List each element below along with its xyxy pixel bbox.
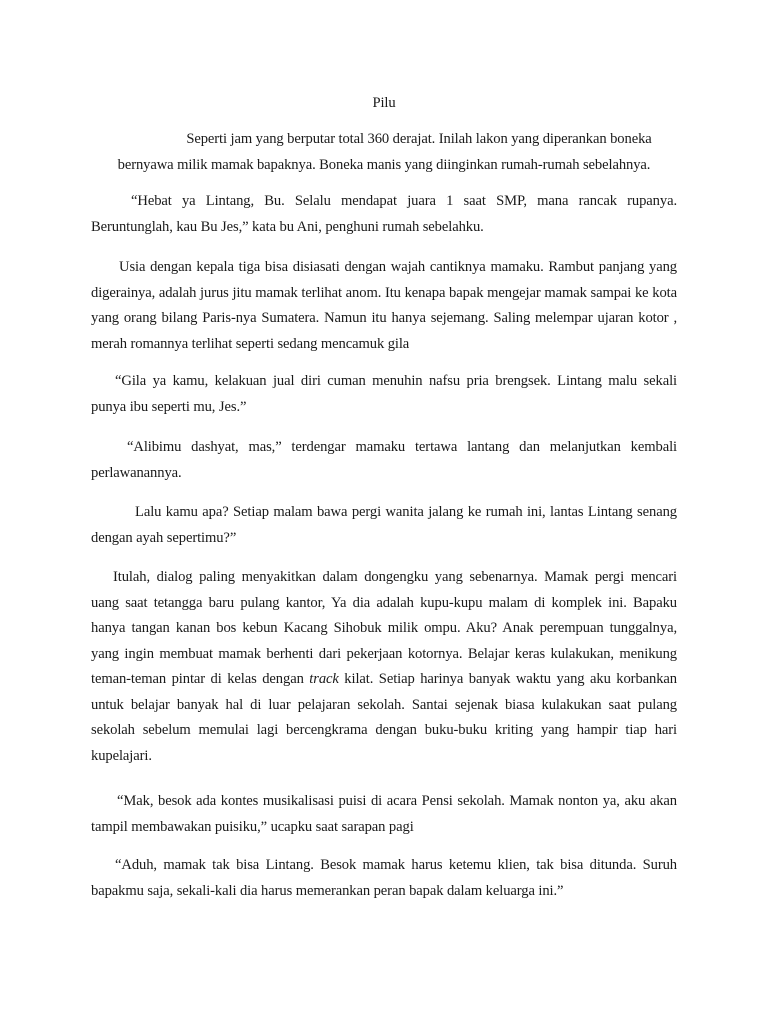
paragraph-1-line-1: Seperti jam yang berputar total 360 derajat. Inilah lakon yang diperankan boneka — [186, 131, 652, 147]
paragraph-8: “Mak, besok ada kontes musikalisasi puisi di acara Pensi sekolah. Mamak nonton ya, aku akan tampil membawakan puisiku,” ucapku saat sarapan pagi — [91, 793, 677, 835]
paragraph-7 — [91, 565, 677, 769]
paragraph-7-text-after: kilat. Setiap harinya banyak waktu yang aku korbankan untuk belajar banyak hal di luar pelajaran sekolah. Santai sejenak biasa kulakukan saat pulang sekolah sebelum memulai lagi bercengkrama dengan buku-buku kriting yang hampir tiap hari kupelajari. — [91, 671, 677, 764]
paragraph-1-line-2: bernyawa milik mamak bapaknya. Boneka manis yang diinginkan rumah-rumah sebelahnya. — [117, 156, 651, 173]
paragraph-6: Lalu kamu apa? Setiap malam bawa pergi wanita jalang ke rumah ini, lantas Lintang senang dengan ayah sepertimu?” — [91, 504, 677, 546]
paragraph-3: Usia dengan kepala tiga bisa disiasati dengan wajah cantiknya mamaku. Rambut panjang yang digerainya, adalah jurus jitu mamak terlihat anom. Itu kenapa bapak mengejar mamak sampai ke kota yang orang bilang Paris-nya Sumatera. Namun itu hanya sejemang. Saling melempar ujaran kotor , merah romannya terlihat seperti sedang mencamuk gila — [91, 259, 677, 352]
paragraph-7-italic-word: track — [309, 671, 339, 687]
paragraph-2: “Hebat ya Lintang, Bu. Selalu mendapat juara 1 saat SMP, mana rancak rupanya. Beruntunglah, kau Bu Jes,” kata bu Ani, penghuni rumah sebelahku. — [91, 193, 677, 235]
paragraph-7-text-before: Itulah, dialog paling menyakitkan dalam dongengku yang sebenarnya. Mamak pergi mencari uang saat tetangga baru pulang kantor, Ya dia adalah kupu-kupu malam di komplek ini. Bapaku hanya tangan kanan bos kebun Kacang Sihobuk milik ompu. Aku? Anak perempuan tunggalnya, yang ingin membuat mamak berhenti dari pekerjaan kotornya. Belajar keras kulakukan, menikung teman-teman pintar di kelas dengan — [91, 569, 677, 687]
paragraph-9: “Aduh, mamak tak bisa Lintang. Besok mamak harus ketemu klien, tak bisa ditunda. Suruh bapakmu saja, sekali-kali dia harus memerankan peran bapak dalam keluarga ini.” — [91, 857, 677, 899]
paragraph-5: “Alibimu dashyat, mas,” terdengar mamaku tertawa lantang dan melanjutkan kembali perlawanannya. — [91, 439, 677, 481]
document-title: Pilu — [372, 95, 396, 111]
paragraph-1 — [91, 127, 677, 178]
paragraph-4: “Gila ya kamu, kelakuan jual diri cuman menuhin nafsu pria brengsek. Lintang malu sekali punya ibu seperti mu, Jes.” — [91, 373, 677, 415]
